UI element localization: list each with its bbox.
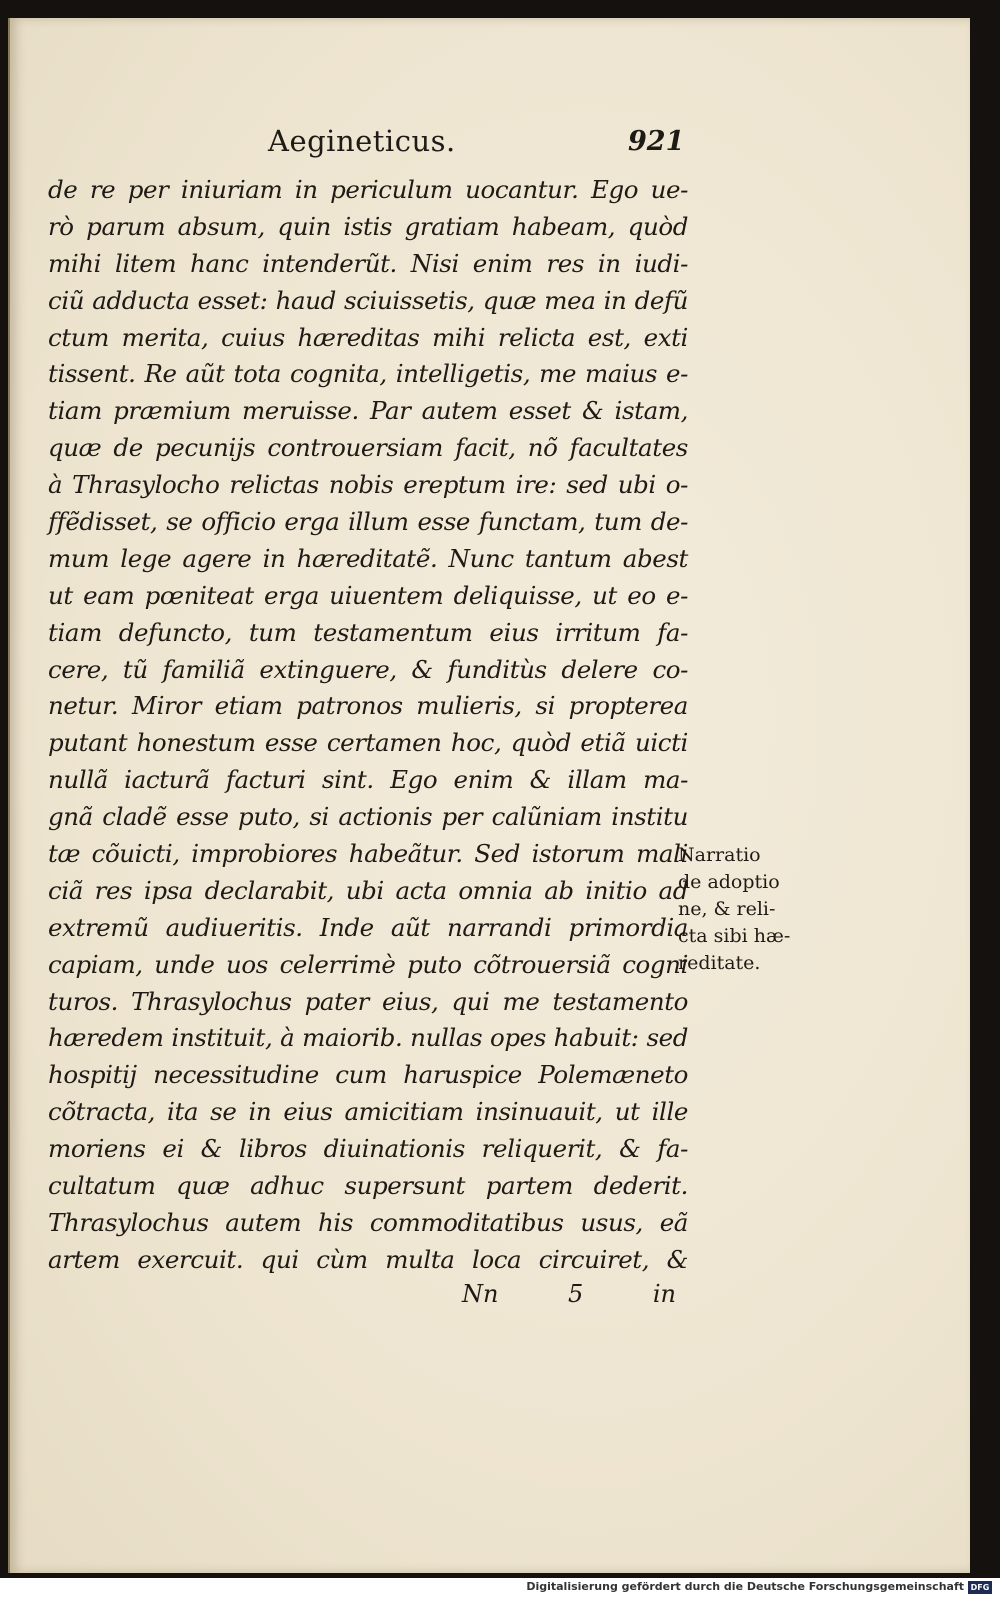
text-line: à Thrasylocho relictas nobis ereptum ire: sed ubi o-	[48, 470, 688, 500]
marginal-note	[678, 842, 818, 977]
book-page	[8, 18, 970, 1573]
text-line: tiam defuncto, tum testamentum eius irritum fa-	[48, 617, 688, 647]
text-line: tæ cõuicti, improbiores habeãtur. Sed istorum mali	[48, 839, 688, 869]
text-line: mihi litem hanc intenderũt. Nisi enim res in iudi-	[48, 248, 688, 278]
signature-mark: Nn	[462, 1280, 499, 1308]
text-line: netur. Miror etiam patronos mulieris, si propterea	[48, 691, 688, 721]
dfg-logo-icon: DFG	[968, 1581, 992, 1594]
page-number: 921	[628, 126, 685, 157]
marginal-note-line: Narratio	[678, 844, 761, 866]
text-line: ut eam pœniteat erga uiuentem deliquisse, ut eo e-	[48, 580, 688, 610]
marginal-note-line: de adoptio	[678, 871, 780, 893]
catchword-line	[462, 1280, 676, 1308]
text-line: turos. Thrasylochus pater eius, qui me testamento	[48, 986, 688, 1016]
text-line: tissent. Re aũt tota cognita, intelligetis, me maius e-	[48, 359, 688, 389]
marginal-note-line: cta sibi hæ-	[678, 925, 791, 947]
running-head: Aegineticus.	[268, 124, 456, 158]
marginal-note-line: ne, & reli-	[678, 898, 776, 920]
text-line: extremũ audiueritis. Inde aũt narrandi primordia	[48, 912, 688, 942]
text-line: rò parum absum, quin istis gratiam habeam, quòd	[48, 211, 688, 241]
text-line: putant honestum esse certamen hoc, quòd etiã uicti	[48, 728, 688, 758]
body-text	[48, 172, 688, 1279]
text-line: ffẽdisset, se officio erga illum esse functam, tum de-	[48, 507, 688, 537]
text-line: moriens ei & libros diuinationis reliquerit, & fa-	[48, 1134, 688, 1164]
text-line: artem exercuit. qui cùm multa loca circuiret, &	[48, 1244, 688, 1274]
text-line: Thrasylochus autem his commoditatibus usus, eã	[48, 1207, 688, 1237]
marginal-note-line: reditate.	[678, 952, 761, 974]
signature-number: 5	[568, 1280, 584, 1308]
text-line: ciã res ipsa declarabit, ubi acta omnia ab initio ad	[48, 875, 688, 905]
text-line: tiam præmium meruisse. Par autem esset & istam,	[48, 396, 688, 426]
text-line: hospitij necessitudine cum haruspice Polemæneto	[48, 1060, 688, 1090]
text-line: mum lege agere in hæreditatẽ. Nunc tantum abest	[48, 543, 688, 573]
text-line: ciũ adducta esset: haud sciuissetis, quæ mea in defũ	[48, 285, 688, 315]
text-line: gnã cladẽ esse puto, si actionis per calũniam institu	[48, 802, 688, 832]
text-line: cultatum quæ adhuc supersunt partem dederit.	[48, 1171, 688, 1201]
text-line: quæ de pecunijs controuersiam facit, nõ facultates	[48, 433, 688, 463]
text-line: nullã iacturã facturi sint. Ego enim & illam ma-	[48, 765, 688, 795]
text-line: cere, tũ familiã extinguere, & funditùs delere co-	[48, 654, 688, 684]
text-line: hæredem instituit, à maiorib. nullas opes habuit: sed	[48, 1023, 688, 1053]
text-line: cõtracta, ita se in eius amicitiam insinuauit, ut ille	[48, 1097, 688, 1127]
funding-credit: Digitalisierung gefördert durch die Deutsche Forschungsgemeinschaft	[526, 1580, 964, 1593]
text-line: ctum merita, cuius hæreditas mihi relicta est, exti	[48, 322, 688, 352]
catchword: in	[652, 1280, 676, 1308]
text-line: de re per iniuriam in periculum uocantur. Ego ue-	[48, 175, 688, 204]
text-line: capiam, unde uos celerrimè puto cõtrouersiã cogni	[48, 949, 688, 979]
